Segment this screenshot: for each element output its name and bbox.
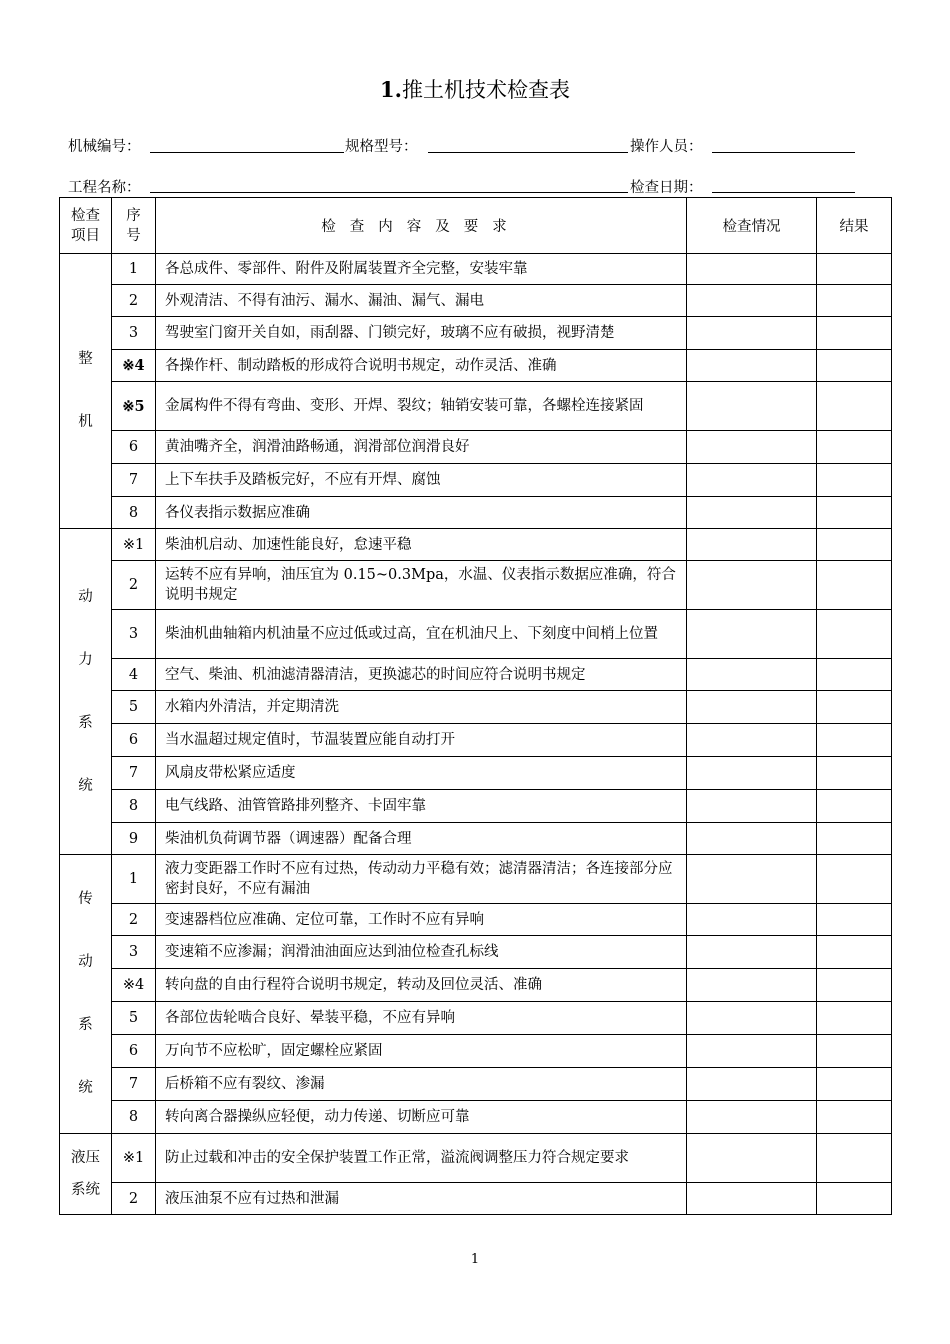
result-cell[interactable]	[817, 724, 892, 757]
result-cell[interactable]	[817, 969, 892, 1002]
project-label: 工程名称：	[68, 180, 141, 196]
status-cell[interactable]	[687, 969, 817, 1002]
status-cell[interactable]	[687, 1035, 817, 1068]
result-cell[interactable]	[817, 855, 892, 904]
result-cell[interactable]	[817, 464, 892, 497]
table-row	[60, 724, 892, 757]
seq-cell: 7	[112, 1068, 156, 1101]
status-cell[interactable]	[687, 790, 817, 823]
seq-cell: 7	[112, 464, 156, 497]
content-cell: 运转不应有异响，油压宜为 0.15~0.3Mpa，水温、仪表指示数据应准确，符合说明书规定	[156, 561, 687, 610]
status-cell[interactable]	[687, 254, 817, 285]
result-cell[interactable]	[817, 350, 892, 382]
machine-no-field[interactable]	[150, 152, 344, 153]
model-label: 规格型号：	[345, 139, 418, 155]
result-cell[interactable]	[817, 790, 892, 823]
table-row	[60, 317, 892, 350]
status-cell[interactable]	[687, 691, 817, 724]
result-cell[interactable]	[817, 254, 892, 285]
status-cell[interactable]	[687, 1183, 817, 1215]
content-cell: 柴油机曲轴箱内机油量不应过低或过高，宜在机油尺上、下刻度中间梢上位置	[156, 610, 687, 659]
status-cell[interactable]	[687, 317, 817, 350]
seq-cell: ※1	[112, 529, 156, 561]
seq-cell: 3	[112, 936, 156, 969]
seq-cell: 8	[112, 790, 156, 823]
category-cell: 整 机	[60, 254, 112, 529]
seq-cell: 9	[112, 823, 156, 855]
seq-cell: 6	[112, 431, 156, 464]
content-cell: 液压油泵不应有过热和泄漏	[156, 1183, 687, 1215]
table-row	[60, 350, 892, 382]
status-cell[interactable]	[687, 1002, 817, 1035]
seq-cell: 4	[112, 659, 156, 691]
table-header-row	[60, 198, 892, 254]
category-cell: 传 动 系 统	[60, 855, 112, 1134]
status-cell[interactable]	[687, 285, 817, 317]
seq-cell: 3	[112, 317, 156, 350]
seq-cell: 2	[112, 1183, 156, 1215]
page-number: 1	[470, 1252, 480, 1267]
table-row	[60, 855, 892, 904]
category-cell: 动 力 系 统	[60, 529, 112, 855]
result-cell[interactable]	[817, 431, 892, 464]
table-row	[60, 1002, 892, 1035]
seq-cell: 2	[112, 285, 156, 317]
content-cell: 风扇皮带松紧应适度	[156, 757, 687, 790]
table-row	[60, 1035, 892, 1068]
seq-cell: 8	[112, 497, 156, 529]
status-cell[interactable]	[687, 855, 817, 904]
header-seq: 序号	[112, 198, 156, 254]
seq-cell: 2	[112, 904, 156, 936]
seq-cell: 6	[112, 724, 156, 757]
content-cell: 防止过载和冲击的安全保护装置工作正常，溢流阀调整压力符合规定要求	[156, 1134, 687, 1183]
seq-cell: ※5	[112, 382, 156, 431]
content-cell: 各总成件、零部件、附件及附属装置齐全完整，安装牢靠	[156, 254, 687, 285]
content-cell: 转向盘的自由行程符合说明书规定，转动及回位灵活、准确	[156, 969, 687, 1002]
content-cell: 柴油机负荷调节器（调速器）配备合理	[156, 823, 687, 855]
status-cell[interactable]	[687, 350, 817, 382]
table-row	[60, 285, 892, 317]
status-cell[interactable]	[687, 1134, 817, 1183]
content-cell: 当水温超过规定值时，节温装置应能自动打开	[156, 724, 687, 757]
result-cell[interactable]	[817, 1035, 892, 1068]
result-cell[interactable]	[817, 659, 892, 691]
seq-cell: 7	[112, 757, 156, 790]
result-cell[interactable]	[817, 1068, 892, 1101]
status-cell[interactable]	[687, 529, 817, 561]
table-row	[60, 904, 892, 936]
status-cell[interactable]	[687, 659, 817, 691]
result-cell[interactable]	[817, 691, 892, 724]
result-cell[interactable]	[817, 823, 892, 855]
seq-cell: 5	[112, 691, 156, 724]
seq-cell: 6	[112, 1035, 156, 1068]
table-row	[60, 431, 892, 464]
status-cell[interactable]	[687, 1101, 817, 1134]
seq-cell: 5	[112, 1002, 156, 1035]
status-cell[interactable]	[687, 561, 817, 610]
result-cell[interactable]	[817, 904, 892, 936]
machine-no-label: 机械编号：	[68, 139, 141, 155]
content-cell: 后桥箱不应有裂纹、渗漏	[156, 1068, 687, 1101]
content-cell: 外观清洁、不得有油污、漏水、漏油、漏气、漏电	[156, 285, 687, 317]
result-cell[interactable]	[817, 529, 892, 561]
table-row	[60, 823, 892, 855]
table-row	[60, 382, 892, 431]
model-field[interactable]	[428, 152, 628, 153]
status-cell[interactable]	[687, 382, 817, 431]
content-cell: 万向节不应松旷，固定螺栓应紧固	[156, 1035, 687, 1068]
table-row	[60, 969, 892, 1002]
status-cell[interactable]	[687, 904, 817, 936]
seq-cell: ※1	[112, 1134, 156, 1183]
table-row	[60, 659, 892, 691]
status-cell[interactable]	[687, 610, 817, 659]
table-row	[60, 1183, 892, 1215]
seq-cell: 1	[112, 254, 156, 285]
status-cell[interactable]	[687, 757, 817, 790]
table-row	[60, 497, 892, 529]
result-cell[interactable]	[817, 936, 892, 969]
content-cell: 驾驶室门窗开关自如，雨刮器、门锁完好，玻璃不应有破损，视野清楚	[156, 317, 687, 350]
check-date-label: 检查日期：	[630, 180, 703, 196]
content-cell: 水箱内外清洁，并定期清洗	[156, 691, 687, 724]
check-date-field[interactable]	[712, 192, 855, 193]
content-cell: 变速器档位应准确、定位可靠，工作时不应有异响	[156, 904, 687, 936]
status-cell[interactable]	[687, 936, 817, 969]
seq-cell: 2	[112, 561, 156, 610]
content-cell: 柴油机启动、加速性能良好，怠速平稳	[156, 529, 687, 561]
seq-cell: 8	[112, 1101, 156, 1134]
result-cell[interactable]	[817, 1183, 892, 1215]
operator-field[interactable]	[712, 152, 855, 153]
content-cell: 金属构件不得有弯曲、变形、开焊、裂纹；轴销安装可靠，各螺栓连接紧固	[156, 382, 687, 431]
content-cell: 电气线路、油管管路排列整齐、卡固牢靠	[156, 790, 687, 823]
content-cell: 各部位齿轮啮合良好、晕装平稳，不应有异响	[156, 1002, 687, 1035]
result-cell[interactable]	[817, 285, 892, 317]
table-row	[60, 1134, 892, 1183]
table-row	[60, 1101, 892, 1134]
result-cell[interactable]	[817, 610, 892, 659]
table-row	[60, 610, 892, 659]
content-cell: 转向离合器操纵应轻便，动力传递、切断应可靠	[156, 1101, 687, 1134]
result-cell[interactable]	[817, 497, 892, 529]
content-cell: 黄油嘴齐全，润滑油路畅通，润滑部位润滑良好	[156, 431, 687, 464]
seq-cell: 3	[112, 610, 156, 659]
result-cell[interactable]	[817, 382, 892, 431]
content-cell: 空气、柴油、机油滤清器清洁，更换滤芯的时间应符合说明书规定	[156, 659, 687, 691]
header-content: 检查内容及要求	[156, 198, 687, 254]
table-row	[60, 464, 892, 497]
inspection-table	[59, 197, 892, 1215]
status-cell[interactable]	[687, 823, 817, 855]
status-cell[interactable]	[687, 497, 817, 529]
operator-label: 操作人员：	[630, 139, 703, 155]
category-cell: 液压 系统	[60, 1134, 112, 1215]
result-cell[interactable]	[817, 317, 892, 350]
header-category: 检查项目	[60, 198, 112, 254]
header-result: 结果	[817, 198, 892, 254]
table-row	[60, 790, 892, 823]
table-row	[60, 936, 892, 969]
table-row	[60, 254, 892, 285]
seq-cell: ※4	[112, 350, 156, 382]
result-cell[interactable]	[817, 1134, 892, 1183]
status-cell[interactable]	[687, 1068, 817, 1101]
content-cell: 上下车扶手及踏板完好，不应有开焊、腐蚀	[156, 464, 687, 497]
result-cell[interactable]	[817, 1002, 892, 1035]
status-cell[interactable]	[687, 431, 817, 464]
header-status: 检查情况	[687, 198, 817, 254]
status-cell[interactable]	[687, 724, 817, 757]
table-row	[60, 1068, 892, 1101]
table-row	[60, 561, 892, 610]
content-cell: 各仪表指示数据应准确	[156, 497, 687, 529]
page-title: 1.推土机技术检查表	[380, 77, 570, 102]
status-cell[interactable]	[687, 464, 817, 497]
content-cell: 各操作杆、制动踏板的形成符合说明书规定，动作灵活、准确	[156, 350, 687, 382]
content-cell: 液力变距器工作时不应有过热，传动动力平稳有效；滤清器清洁；各连接部分应密封良好，不应有漏油	[156, 855, 687, 904]
table-row	[60, 529, 892, 561]
result-cell[interactable]	[817, 757, 892, 790]
table-row	[60, 757, 892, 790]
project-field[interactable]	[150, 192, 628, 193]
content-cell: 变速箱不应渗漏；润滑油油面应达到油位检查孔标线	[156, 936, 687, 969]
seq-cell: ※4	[112, 969, 156, 1002]
result-cell[interactable]	[817, 561, 892, 610]
seq-cell: 1	[112, 855, 156, 904]
result-cell[interactable]	[817, 1101, 892, 1134]
table-row	[60, 691, 892, 724]
